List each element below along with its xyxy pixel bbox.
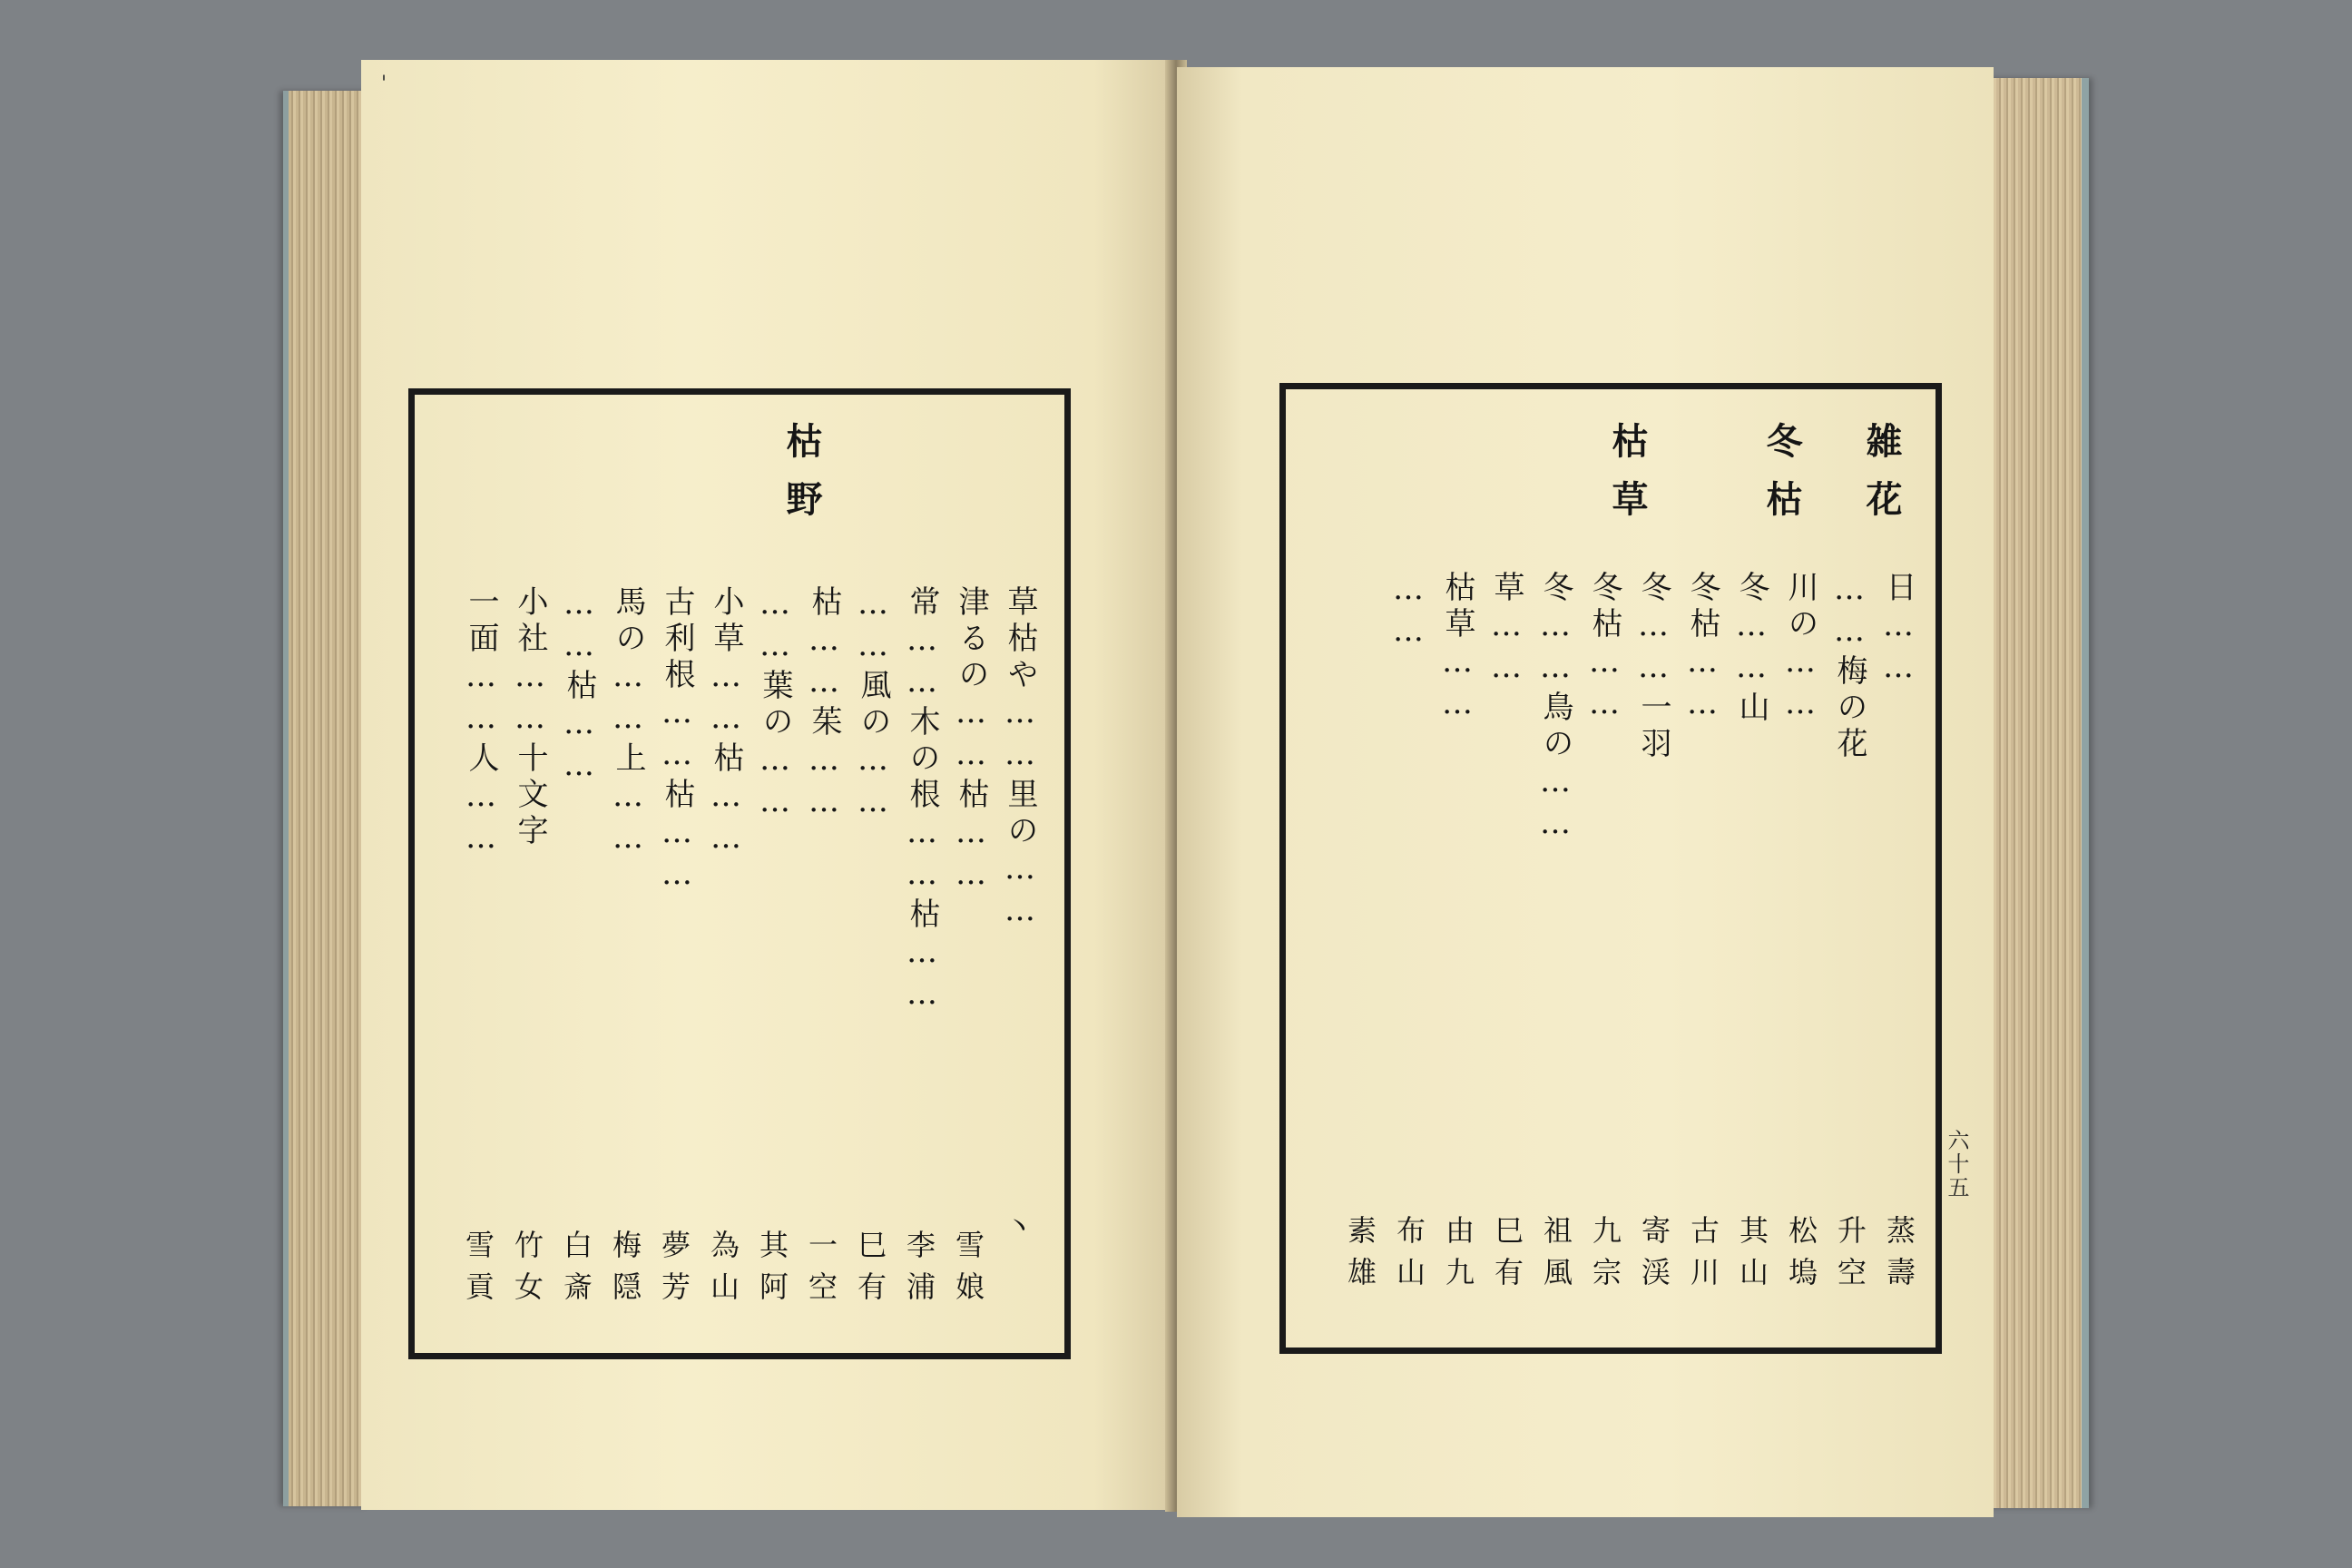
poet-name: 梅隠 bbox=[608, 1230, 642, 1313]
verse: 小草……枯…… bbox=[708, 585, 744, 861]
verse: 枯草…… bbox=[1439, 571, 1475, 727]
poet-name: 白斎 bbox=[559, 1230, 593, 1313]
poet-name: 一空 bbox=[804, 1230, 838, 1313]
section-title: 枯野 bbox=[780, 422, 823, 538]
verse: ……枯…… bbox=[561, 585, 597, 789]
page-edges-right bbox=[1982, 78, 2089, 1508]
verse: 小社……十文字 bbox=[512, 585, 548, 850]
left-text-frame bbox=[408, 388, 1071, 1359]
page-edges-left bbox=[283, 91, 370, 1506]
folio-number: 六十五 bbox=[1944, 1129, 1969, 1200]
verse: ……葉の…… bbox=[757, 585, 793, 825]
poet-name: 寄渓 bbox=[1637, 1215, 1671, 1298]
verse: 日…… bbox=[1880, 571, 1916, 691]
poet-name: 九宗 bbox=[1588, 1215, 1622, 1298]
poet-name: 為山 bbox=[706, 1230, 740, 1313]
verse: 枯……茱…… bbox=[806, 585, 842, 825]
section-title: 枯草 bbox=[1606, 422, 1649, 538]
poet-name: 升空 bbox=[1833, 1215, 1867, 1298]
page-mark: ' bbox=[381, 73, 387, 95]
verse: 冬……山 bbox=[1733, 571, 1769, 727]
right-text-frame bbox=[1279, 383, 1942, 1354]
verse: 冬枯…… bbox=[1684, 571, 1720, 727]
verse: 草…… bbox=[1488, 571, 1524, 691]
verse: 常……木の根……枯…… bbox=[904, 585, 940, 1017]
verse: 古利根……枯…… bbox=[659, 585, 695, 897]
poet-name: 蒸壽 bbox=[1882, 1215, 1916, 1298]
poet-name: 丶 bbox=[1000, 1211, 1034, 1253]
poet-name: 夢芳 bbox=[657, 1230, 691, 1313]
poet-name: 古川 bbox=[1686, 1215, 1720, 1298]
verse: ……梅の花 bbox=[1831, 571, 1867, 763]
poet-name: 雪貢 bbox=[461, 1230, 495, 1313]
poet-name: 其山 bbox=[1735, 1215, 1769, 1298]
verse: 冬……一羽 bbox=[1635, 571, 1671, 763]
verse: 冬枯…… bbox=[1586, 571, 1622, 727]
verse: 川の…… bbox=[1782, 571, 1818, 727]
verse: 馬の……上…… bbox=[610, 585, 646, 861]
poet-name: 布山 bbox=[1392, 1215, 1426, 1298]
verse: …… bbox=[1390, 571, 1426, 654]
open-book bbox=[283, 60, 2089, 1510]
poet-name: 祖風 bbox=[1539, 1215, 1573, 1298]
verse: 冬……鳥の…… bbox=[1537, 571, 1573, 847]
verse: ……風の…… bbox=[855, 585, 891, 825]
poet-name: 由九 bbox=[1441, 1215, 1475, 1298]
poet-name: 巳有 bbox=[853, 1230, 887, 1313]
poet-name: 其阿 bbox=[755, 1230, 789, 1313]
verse: 一面……人…… bbox=[463, 585, 499, 861]
poet-name: 竹女 bbox=[510, 1230, 544, 1313]
poet-name: 巳有 bbox=[1490, 1215, 1524, 1298]
poet-name: 李浦 bbox=[902, 1230, 936, 1313]
verse: 津るの……枯…… bbox=[953, 585, 989, 897]
verse: 草枯や……里の…… bbox=[1002, 585, 1038, 934]
poet-name: 素雄 bbox=[1343, 1215, 1377, 1298]
poet-name: 松塢 bbox=[1784, 1215, 1818, 1298]
section-title: 雑花 bbox=[1860, 422, 1903, 538]
section-title: 冬枯 bbox=[1760, 422, 1803, 538]
poet-name: 雪娘 bbox=[951, 1230, 985, 1313]
